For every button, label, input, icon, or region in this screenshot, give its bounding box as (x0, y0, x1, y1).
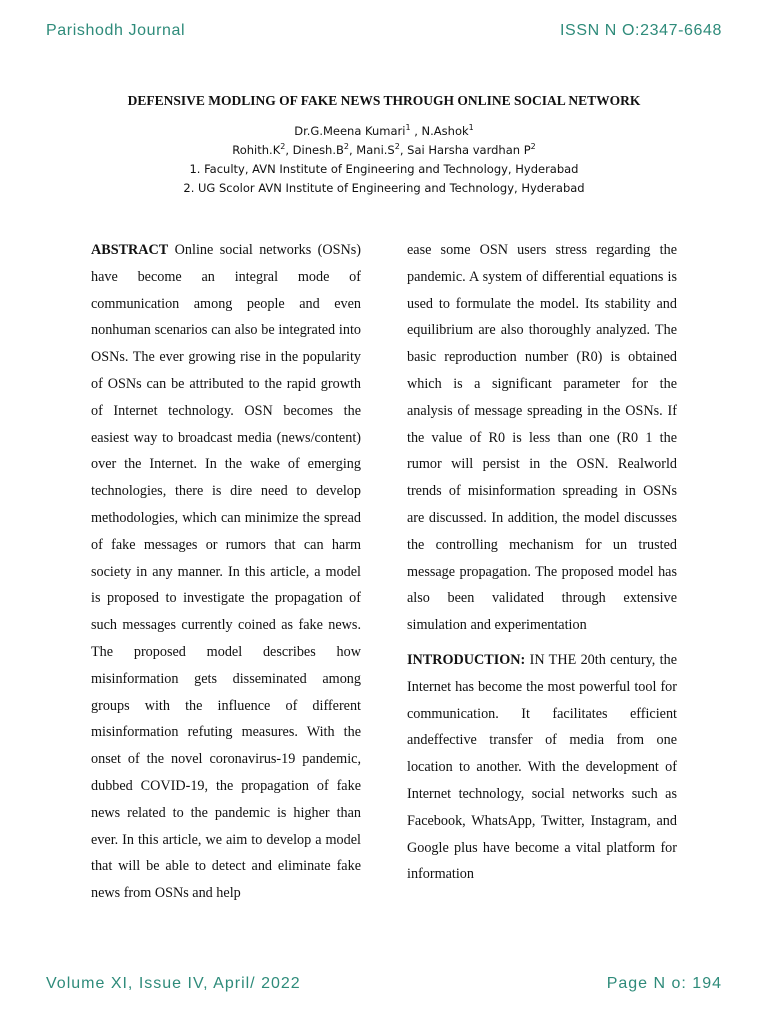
author-name: , Sai Harsha vardhan P (399, 143, 531, 157)
author-name: , Mani.S (349, 143, 395, 157)
abstract-continued: ease some OSN users stress regarding the pandemic. A system of differential equations is used to formulate the model. Its stability and equilibrium are also thoroughly analyzed. The basic reproduction number (R0) is obtained which is a significant parameter for the analysis of message spreading in the OSNs. If the value of R0 is less than one (R0 1 the rumor will persist in the OSN. Realworld trends of misinformation spreading in OSNs are discussed. In addition, the model discusses the controlling mechanism for un trusted message propagation. The proposed model has also been validated through extensive simulation and experimentation (407, 242, 677, 634)
issn-number: ISSN N O:2347-6648 (560, 22, 722, 39)
affiliation-1: 1. Faculty, AVN Institute of Engineering and Technology, Hyderabad (189, 162, 579, 176)
introduction-paragraph (407, 647, 677, 888)
page-number: Page N o: 194 (606, 975, 722, 992)
affiliation-2: 2. UG Scolor AVN Institute of Engineering and Technology, Hyderabad (183, 181, 585, 195)
affiliation-marker: 2 (343, 142, 349, 152)
left-column (91, 237, 361, 907)
affiliation-marker: 2 (530, 142, 536, 152)
affiliation-marker: 2 (394, 142, 400, 152)
abstract-paragraph (91, 237, 361, 907)
author-name: Dr.G.Meena Kumari (294, 124, 406, 138)
right-column (407, 237, 677, 888)
author-line-2 (0, 141, 768, 160)
journal-name: Parishodh Journal (46, 22, 186, 39)
affiliation-marker: 1 (468, 123, 474, 133)
author-name: Rohith.K (232, 143, 281, 157)
affiliation-marker: 1 (405, 123, 411, 133)
author-name: , N.Ashok (410, 124, 469, 138)
introduction-heading: INTRODUCTION: (407, 651, 526, 668)
abstract-heading: ABSTRACT (91, 242, 169, 258)
introduction-text: IN THE 20th century, the Internet has become the most powerful tool for communication. It facilitates efficient andeffective transfer of media from one location to another. With the development of Internet technology, social networks such as Facebook, WhatsApp, Twitter, Instagram, and Google plus have become a vital platform for information (407, 651, 677, 883)
paper-title: DEFENSIVE MODLING OF FAKE NEWS THROUGH ONLINE SOCIAL NETWORK (127, 93, 641, 108)
author-name: , Dinesh.B (285, 143, 344, 157)
author-block (0, 122, 768, 198)
volume-issue: Volume XI, Issue IV, April/ 2022 (46, 975, 301, 992)
author-line-1 (0, 122, 768, 141)
abstract-text: Online social networks (OSNs) have become an integral mode of communication among people and even nonhuman scenarios can also be integrated into OSNs. The ever growing rise in the popularity of OSNs can be attributed to the rapid growth of Internet technology. OSN becomes the easiest way to broadcast media (news/content) over the Internet. In the wake of emerging technologies, there is dire need to develop methodologies, which can minimize the spread of fake messages or rumors that can harm society in any manner. In this article, a model is proposed to investigate the propagation of such messages currently coined as fake news. The proposed model describes how misinformation gets disseminated among groups with the influence of different misinformation refuting measures. With the onset of the novel coronavirus-19 pandemic, dubbed COVID-19, the propagation of fake news related to the pandemic is higher than ever. In this article, we aim to develop a model that will be able to detect and eliminate fake news from OSNs and help (91, 242, 361, 902)
affiliation-marker: 2 (280, 142, 286, 152)
